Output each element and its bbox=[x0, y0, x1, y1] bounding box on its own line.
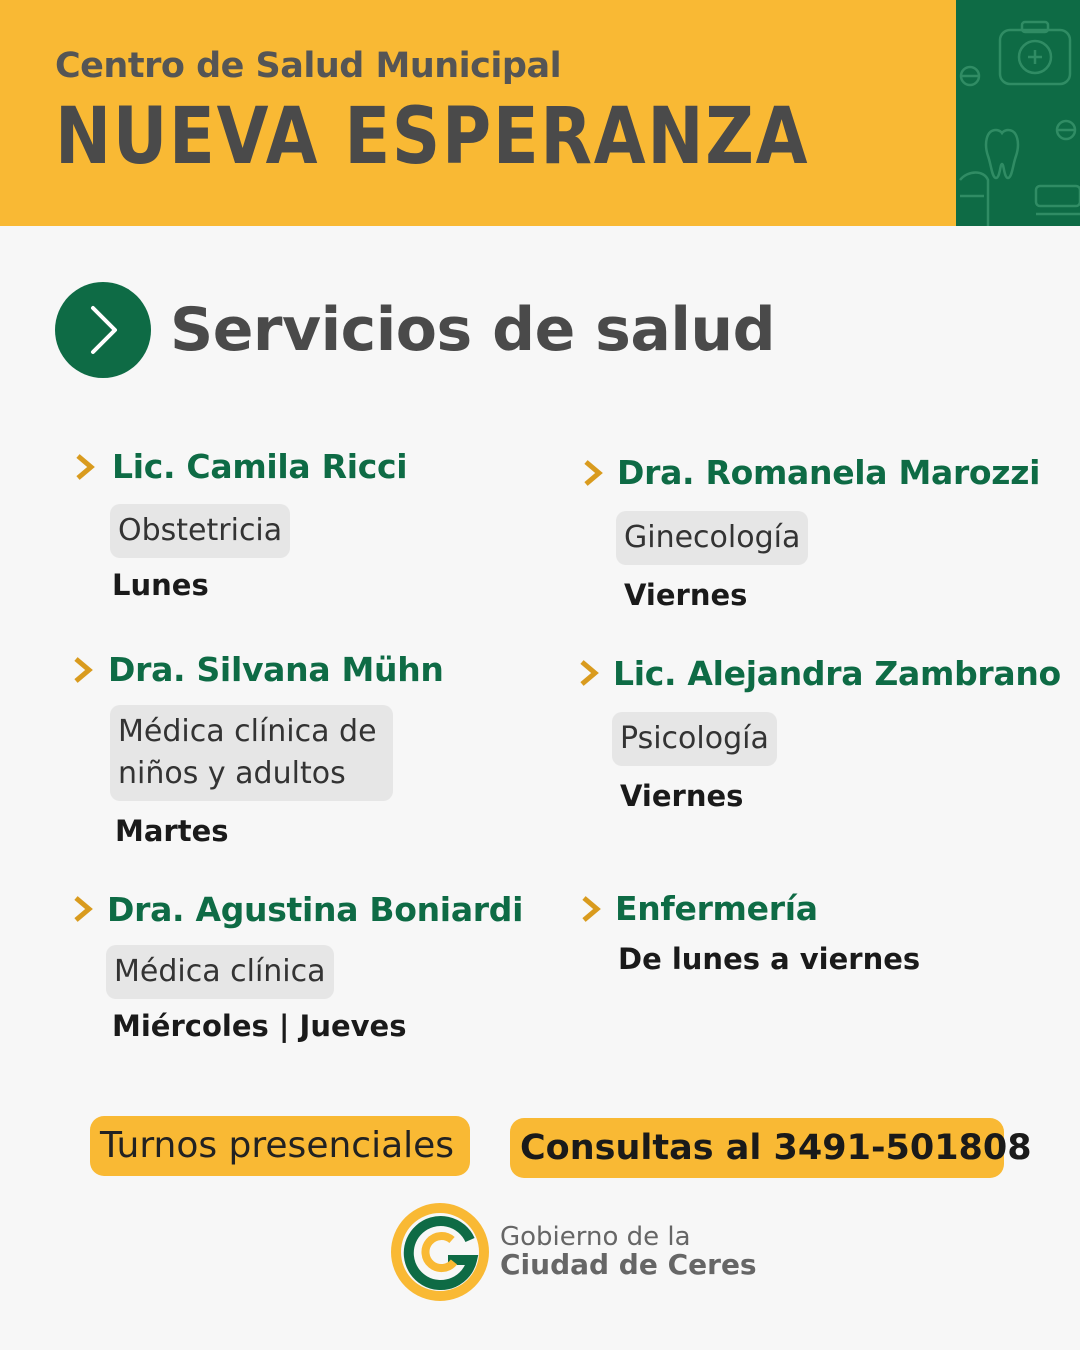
specialty-line: niños y adultos bbox=[118, 756, 346, 791]
chevron-right-icon bbox=[582, 458, 604, 488]
service-days: De lunes a viernes bbox=[618, 942, 921, 976]
service-days: Viernes bbox=[620, 779, 744, 813]
center-title: NUEVA ESPERANZA bbox=[55, 92, 810, 182]
service-name: Lic. Alejandra Zambrano bbox=[613, 654, 1061, 693]
service-days: Miércoles | Jueves bbox=[112, 1009, 407, 1043]
appointments-badge: Turnos presenciales bbox=[90, 1116, 470, 1176]
health-pattern-panel bbox=[956, 0, 1080, 226]
service-name: Dra. Silvana Mühn bbox=[108, 650, 444, 689]
chevron-right-icon bbox=[72, 894, 94, 924]
service-name: Lic. Camila Ricci bbox=[112, 447, 408, 486]
header-banner bbox=[0, 0, 956, 226]
specialty-tag: Ginecología bbox=[616, 511, 808, 565]
service-name: Enfermería bbox=[615, 889, 818, 928]
chevron-right-icon bbox=[578, 658, 600, 688]
specialty-line: Médica clínica de bbox=[118, 714, 377, 749]
service-days: Viernes bbox=[624, 578, 748, 612]
service-name: Dra. Agustina Boniardi bbox=[107, 890, 524, 929]
section-chevron-icon bbox=[55, 282, 151, 378]
chevron-right-icon bbox=[580, 894, 602, 924]
chevron-right-icon bbox=[72, 655, 94, 685]
service-days: Lunes bbox=[112, 568, 209, 602]
contact-phone-badge: Consultas al 3491-501808 bbox=[510, 1118, 1004, 1178]
nurse-icon bbox=[960, 173, 988, 227]
center-subtitle: Centro de Salud Municipal bbox=[55, 46, 562, 86]
logo-text-line2: Ciudad de Ceres bbox=[500, 1248, 757, 1281]
service-name: Dra. Romanela Marozzi bbox=[617, 453, 1041, 492]
logo-text-line1: Gobierno de la bbox=[500, 1222, 691, 1252]
city-government-logo-icon bbox=[390, 1202, 490, 1302]
specialty-tag: Psicología bbox=[612, 712, 777, 766]
specialty-tag: Médica clínica bbox=[106, 945, 334, 999]
chevron-right-icon bbox=[74, 452, 96, 482]
tooth-icon bbox=[986, 130, 1018, 178]
specialty-tag: Obstetricia bbox=[110, 504, 290, 558]
service-days: Martes bbox=[115, 814, 229, 848]
medical-pattern-icon bbox=[956, 0, 1080, 226]
specialty-tag bbox=[110, 705, 393, 801]
section-title: Servicios de salud bbox=[170, 295, 776, 365]
